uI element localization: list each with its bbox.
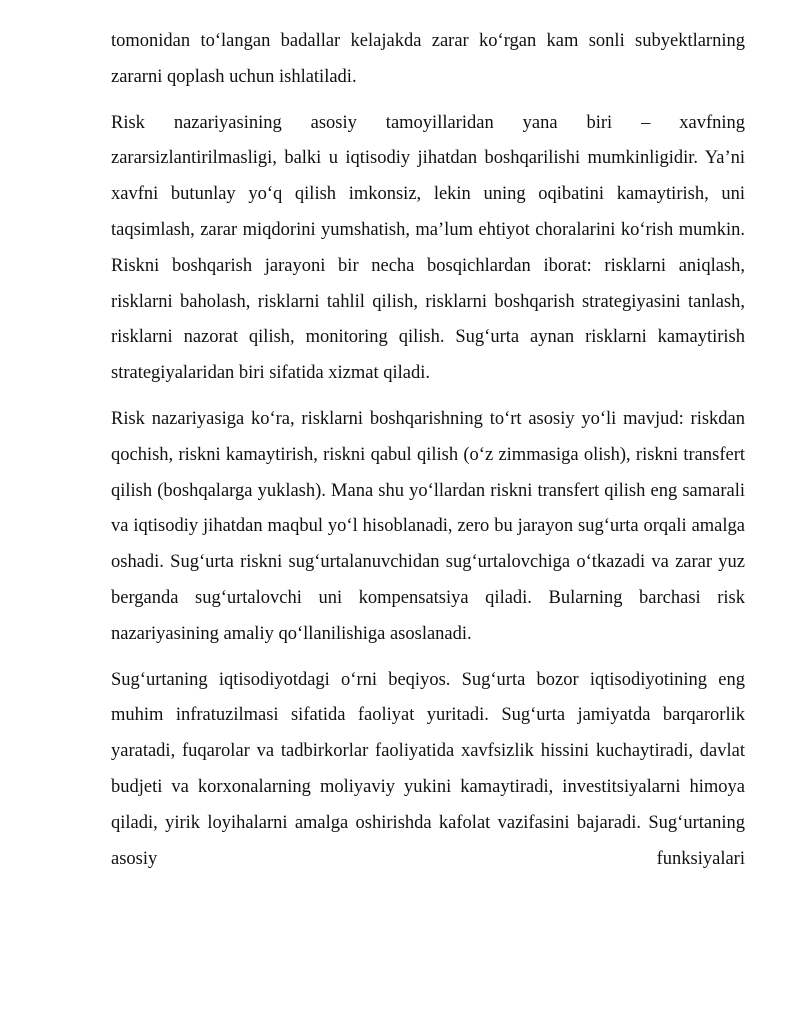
paragraph-continuation: tomonidan to‘langan badallar kelajakda zarar ko‘rgan kam sonli subyektlarning zararni qoplash uchun ishlatiladi. [111, 31, 745, 87]
paragraph-insurance-role: Sug‘urtaning iqtisodiyotdagi o‘rni beqiyos. Sug‘urta bozor iqtisodiyotining eng muhim infratuzilmasi sifatida faoliyat yuritadi. Sug‘urta jamiyatda barqarorlik yaratadi, fuqarolar va tadbirkorlar faoliyatida xavfsizlik hissini kuchaytiradi, davlat budjeti va korxonalarning moliyaviy yukini kamaytiradi, investitsiyalarni himoya qiladi, yirik loyihalarni amalga oshirishda kafolat vazifasini bajaradi. Sug‘urtaning asosiy funksiyalari [111, 669, 745, 869]
document-page [111, 24, 745, 887]
paragraph-risk-management-ways: Risk nazariyasiga ko‘ra, risklarni boshqarishning to‘rt asosiy yo‘li mavjud: riskdan qochish, riskni kamaytirish, riskni qabul qilish (o‘z zimmasiga olish), riskni transfert qilish (boshqalarga yuklash). Mana shu yo‘llardan riskni transfert qilish eng samarali va iqtisodiy jihatdan maqbul yo‘l hisoblanadi, zero bu jarayon sug‘urta orqali amalga oshadi. Sug‘urta riskni sug‘urtalanuvchidan sug‘urtalovchiga o‘tkazadi va zarar yuz berganda sug‘urtalovchi uni kompensatsiya qiladi. Bularning barchasi risk nazariyasining amaliy qo‘llanilishiga asoslanadi. [111, 408, 745, 644]
paragraph-risk-principles: Risk nazariyasining asosiy tamoyillaridan yana biri – xavfning zararsizlantirilmasligi, balki u iqtisodiy jihatdan boshqarilishi mumkinligidir. Ya’ni xavfni butunlay yo‘q qilish imkonsiz, lekin uning oqibatini kamaytirish, uni taqsimlash, zarar miqdorini yumshatish, ma’lum ehtiyot choralarini ko‘rish mumkin. Riskni boshqarish jarayoni bir necha bosqichlardan iborat: risklarni aniqlash, risklarni baholash, risklarni tahlil qilish, risklarni boshqarish strategiyasini tanlash, risklarni nazorat qilish, monitoring qilish. Sug‘urta aynan risklarni kamaytirish strategiyalaridan biri sifatida xizmat qiladi. [111, 112, 745, 384]
